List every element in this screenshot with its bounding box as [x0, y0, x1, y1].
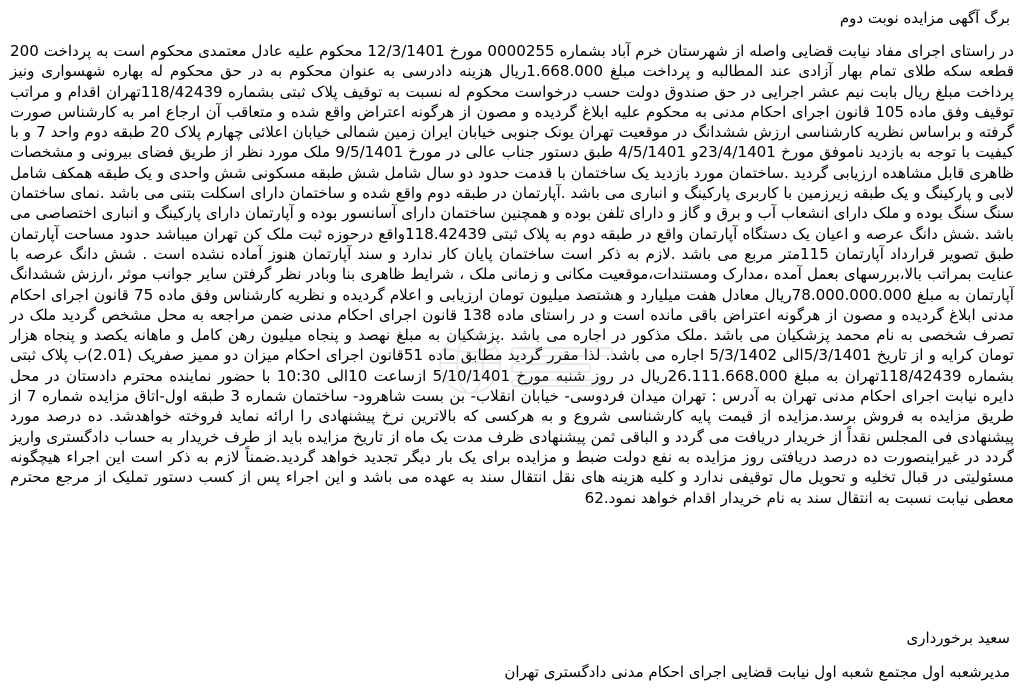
office-title: مدیرشعبه اول مجتمع شعبه اول نیابت قضایی اجرای احکام مدنی دادگستری تهران	[504, 663, 1010, 681]
notice-body: در راستای اجرای مفاد نیابت قضایی واصله از شهرستان خرم آباد بشماره 0000255 مورخ 12/3/1401 محکوم علیه عادل معتمدی محکوم است به پرداخت 200 قطعه سکه طلای تمام بهار آزادی عند المطالبه و پرداخت مبلغ 1.668.000ریال هزینه دادرسی به عنوان محکوم به در حق محکوم له بهاره شهسواری ونیز پرداخت مبلغ ریال بابت نیم عشر اجرایی در حق صندوق دولت حسب درخواست محکوم له نسبت به توقیف پلاک ثبتی بشماره 118/42439تهران اقدام و مراتب توقیف وفق ماده 105 قانون اجرای احکام مدنی به محکوم علیه ابلاغ گردیده و مصون از هرگونه اعتراض واقع شده و متعاقب آن ارجاع امر به کارشناس صورت گرفته و براساس نظریه کارشناسی ارزش ششدانگ در موقعیت تهران یونک جنوبی خیابان ایران زمین شمالی خیابان اعلائی چهارم پلاک 20 طبقه دوم واحد 7 و با کیفیت با توجه به بازدید ناموفق مورخ 23/4/1401و 4/5/1401 طبق دستور جناب عالی در مورخ 9/5/1401 ملک مورد نظر از طریق فضای بیرونی و مشخصات ظاهری قابل مشاهده ارزیابی گردید .ساختمان مورد بازدید یک ساختمان با قدمت حدود دو سال شامل شش طبقه مسکونی شش واحدی و یک طبقه همکف شامل لابی و پارکینگ و یک طبقه زیرزمین با کاربری پارکینگ و انباری می باشد .آپارتمان در طبقه دوم واقع شده و ساختمان دارای اسکلت بتنی می باشد .نمای ساختمان سنگ سنگ بوده و ملک دارای انشعاب آب و برق و گاز و دارای تلفن بوده و همچنین ساختمان دارای آسانسور بوده و آپارتمان دارای پارکینگ و انباری اختصاصی می باشد .شش دانگ عرصه و اعیان یک دستگاه آپارتمان واقع در طبقه دوم به پلاک ثبتی 118.42439واقع درحوزه ثبت ملک کن تهران میباشد حدود مساحت آپارتمان طبق تصویر قرارداد آپارتمان 115متر مربع می باشد .لازم به ذکر است ساختمان پایان کار ندارد و سند آپارتمان هنوز آماده نشده است . شش دانگ عرصه با عنایت بمراتب بالا،بررسهای بعمل آمده ،مدارک ومستندات،موقعیت مکانی و زمانی ملک ، شرایط ظاهری بنا وبادر نظر گرفتن سایر جوانب موثر ،ارزش ششدانگ آپارتمان به مبلغ 78.000.000.000ریال معادل هفت میلیارد و هشتصد میلیون تومان ارزیابی و اعلام گردیده و نظریه کارشناس وفق ماده 75 قانون اجرای احکام مدنی ابلاغ گردیده و مصون از هرگونه اعتراض باقی مانده است و در راستای ماده 138 قانون اجرای احکام مدنی ضمن مراجعه به محل مشخص گردید ملک در تصرف شخصی به نام محمد پزشکیان می باشد .ملک مذکور در اجاره می باشد .پزشکیان به مبلغ نهصد و پنجاه میلیون رهن کامل و ماهانه یکصد و پنجاه هزار تومان کرایه و از تاریخ 5/3/1401الی 5/3/1402 اجاره می باشد. لذا مقرر گردید مطابق ماده 51قانون اجرای احکام میزان دو ممیز صفریک (2.01)ب پلاک ثبتی بشماره 118/42439تهران به مبلغ 26.111.668.000ریال در روز شنبه مورخ 5/10/1401 ازساعت 10الی 10:30 با حضور نماینده محترم دادستان در محل دایره نیابت اجرای احکام مدنی تهران به آدرس : تهران میدان فردوسی- خیابان انقلاب- بن بست شاهرود- ساختمان شماره 3 طبقه اول-اتاق مزایده شماره 7 از طریق مزایده به فروش برسد.مزایده از قیمت پایه کارشناسی شروع و به هرکسی که بالاترین نرخ پیشنهادی را ارائه نماید فروخته خواهدشد. ده درصد مورد پیشنهادی فی المجلس نقداً از خریدار دریافت می گردد و الباقی ثمن پیشنهادی ظرف مدت یک ماه از تاریخ مزایده باید از طرف خریدار به حساب دادگستری واریز گردد در غیراینصورت ده درصد دریافتی روز مزایده به نفع دولت ضبط و مزایده برای یک بار دیگر تجدید خواهد گردید.ضمناً لازم به ذکر است این اجراء هیچگونه مسئولیتی در قبال تخلیه و تحویل مال توقیفی ندارد و کلیه هزینه های نقل انتقال سند به عهده می باشد و این اجراء پس از کسب دستور تملیک از مرجع محترم معطی نیابت نسبت به انتقال سند به نام خریدار اقدام خواهد نمود.62	[10, 42, 1015, 507]
notice-heading: برگ آگهی مزایده نوبت دوم	[839, 9, 1010, 27]
signer-name: سعید برخورداری	[906, 629, 1010, 647]
